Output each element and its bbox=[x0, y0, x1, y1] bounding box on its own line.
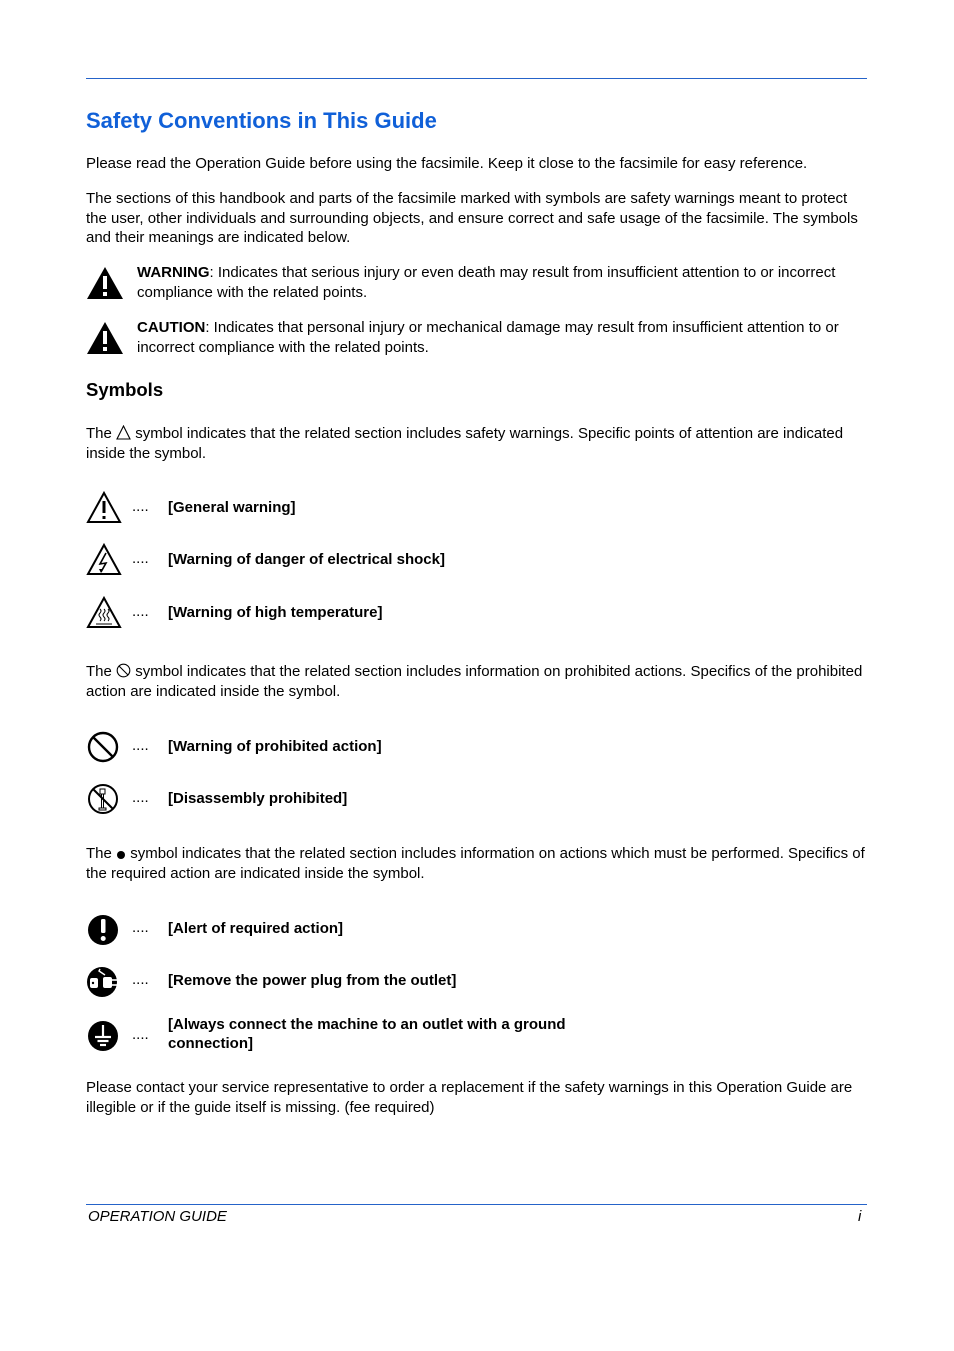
warning-triangle-icon bbox=[86, 266, 124, 305]
ground-connection-icon bbox=[86, 1018, 122, 1054]
symbol-label: [Warning of danger of electrical shock] bbox=[168, 551, 445, 568]
closing-paragraph: Please contact your service representative to order a replacement if the safety warnings in this Operation Guide are illegible or if the guide itself is missing. (fee required) bbox=[86, 1079, 853, 1116]
triangle-intro: The symbol indicates that the related section includes safety warnings. Specific points of attention are indicated inside the symbol. bbox=[86, 425, 844, 462]
symbol-label: [Disassembly prohibited] bbox=[168, 790, 348, 807]
sections-paragraph: The sections of this handbook and parts of the facsimile marked with symbols are safety warnings meant to protect the user, other individuals and surrounding objects, and ensure correct and safe usage of the facsimile. The symbols and their meanings are indicated below. bbox=[86, 190, 858, 246]
symbol-row-disassembly-prohibited: .... [Disassembly prohibited] bbox=[86, 781, 866, 817]
symbol-label: [General warning] bbox=[168, 499, 296, 516]
footer-guide-name: OPERATION GUIDE bbox=[88, 1208, 227, 1225]
filled-circle-icon bbox=[116, 848, 126, 860]
symbol-row-high-temperature: .... [Warning of high temperature] bbox=[86, 595, 866, 631]
symbol-label: [Remove the power plug from the outlet] bbox=[168, 972, 457, 989]
prohibited-action-icon bbox=[86, 729, 122, 765]
general-warning-icon bbox=[86, 490, 122, 526]
symbol-row-required-action: .... [Alert of required action] bbox=[86, 911, 866, 947]
disassembly-prohibited-icon bbox=[86, 781, 122, 817]
caution-triangle-icon bbox=[86, 321, 124, 360]
warning-text: : Indicates that serious injury or even death may result from insufficient attention to or incorrect compliance with the related points. bbox=[137, 264, 836, 301]
symbol-label: [Warning of high temperature] bbox=[168, 604, 383, 621]
symbol-row-electrical-shock: .... [Warning of danger of electrical shock] bbox=[86, 542, 866, 578]
symbol-row-remove-plug: .... [Remove the power plug from the outlet] bbox=[86, 963, 866, 999]
symbol-row-ground-connection: .... [Always connect the machine to an outlet with a ground connection] bbox=[86, 1016, 866, 1056]
prohibit-intro: The symbol indicates that the related section includes information on prohibited actions. Specifics of the prohibited action are indicated inside the symbol. bbox=[86, 663, 863, 700]
prohibit-outline-icon bbox=[116, 663, 131, 678]
header-rule bbox=[86, 78, 867, 79]
warning-block bbox=[137, 263, 877, 302]
remove-plug-icon bbox=[86, 963, 122, 999]
symbol-row-prohibited-action: .... [Warning of prohibited action] bbox=[86, 729, 866, 765]
symbol-label: [Always connect the machine to an outlet with a ground connection] bbox=[168, 1016, 566, 1052]
symbol-label: [Alert of required action] bbox=[168, 920, 344, 937]
page-title: Safety Conventions in This Guide bbox=[86, 108, 437, 133]
caution-text: : Indicates that personal injury or mechanical damage may result from insufficient attention to or incorrect compliance with the related points. bbox=[137, 319, 839, 356]
symbols-heading: Symbols bbox=[86, 379, 164, 400]
high-temperature-icon bbox=[86, 595, 122, 631]
caution-term: CAUTION bbox=[137, 319, 206, 336]
warning-term: WARNING bbox=[137, 264, 210, 281]
symbol-row-general-warning: .... [General warning] bbox=[86, 490, 866, 526]
footer-rule bbox=[86, 1204, 867, 1205]
required-intro: The symbol indicates that the related section includes information on actions which must be performed. Specifics of the required action are indicated inside the symbol. bbox=[86, 845, 865, 882]
required-action-icon bbox=[86, 911, 122, 947]
footer-page-number: i bbox=[858, 1208, 862, 1225]
symbol-label: [Warning of prohibited action] bbox=[168, 738, 382, 755]
electrical-shock-icon bbox=[86, 542, 122, 578]
caution-block bbox=[137, 318, 877, 357]
triangle-outline-icon bbox=[116, 425, 131, 440]
intro-paragraph: Please read the Operation Guide before using the facsimile. Keep it close to the facsimile for easy reference. bbox=[86, 155, 808, 172]
